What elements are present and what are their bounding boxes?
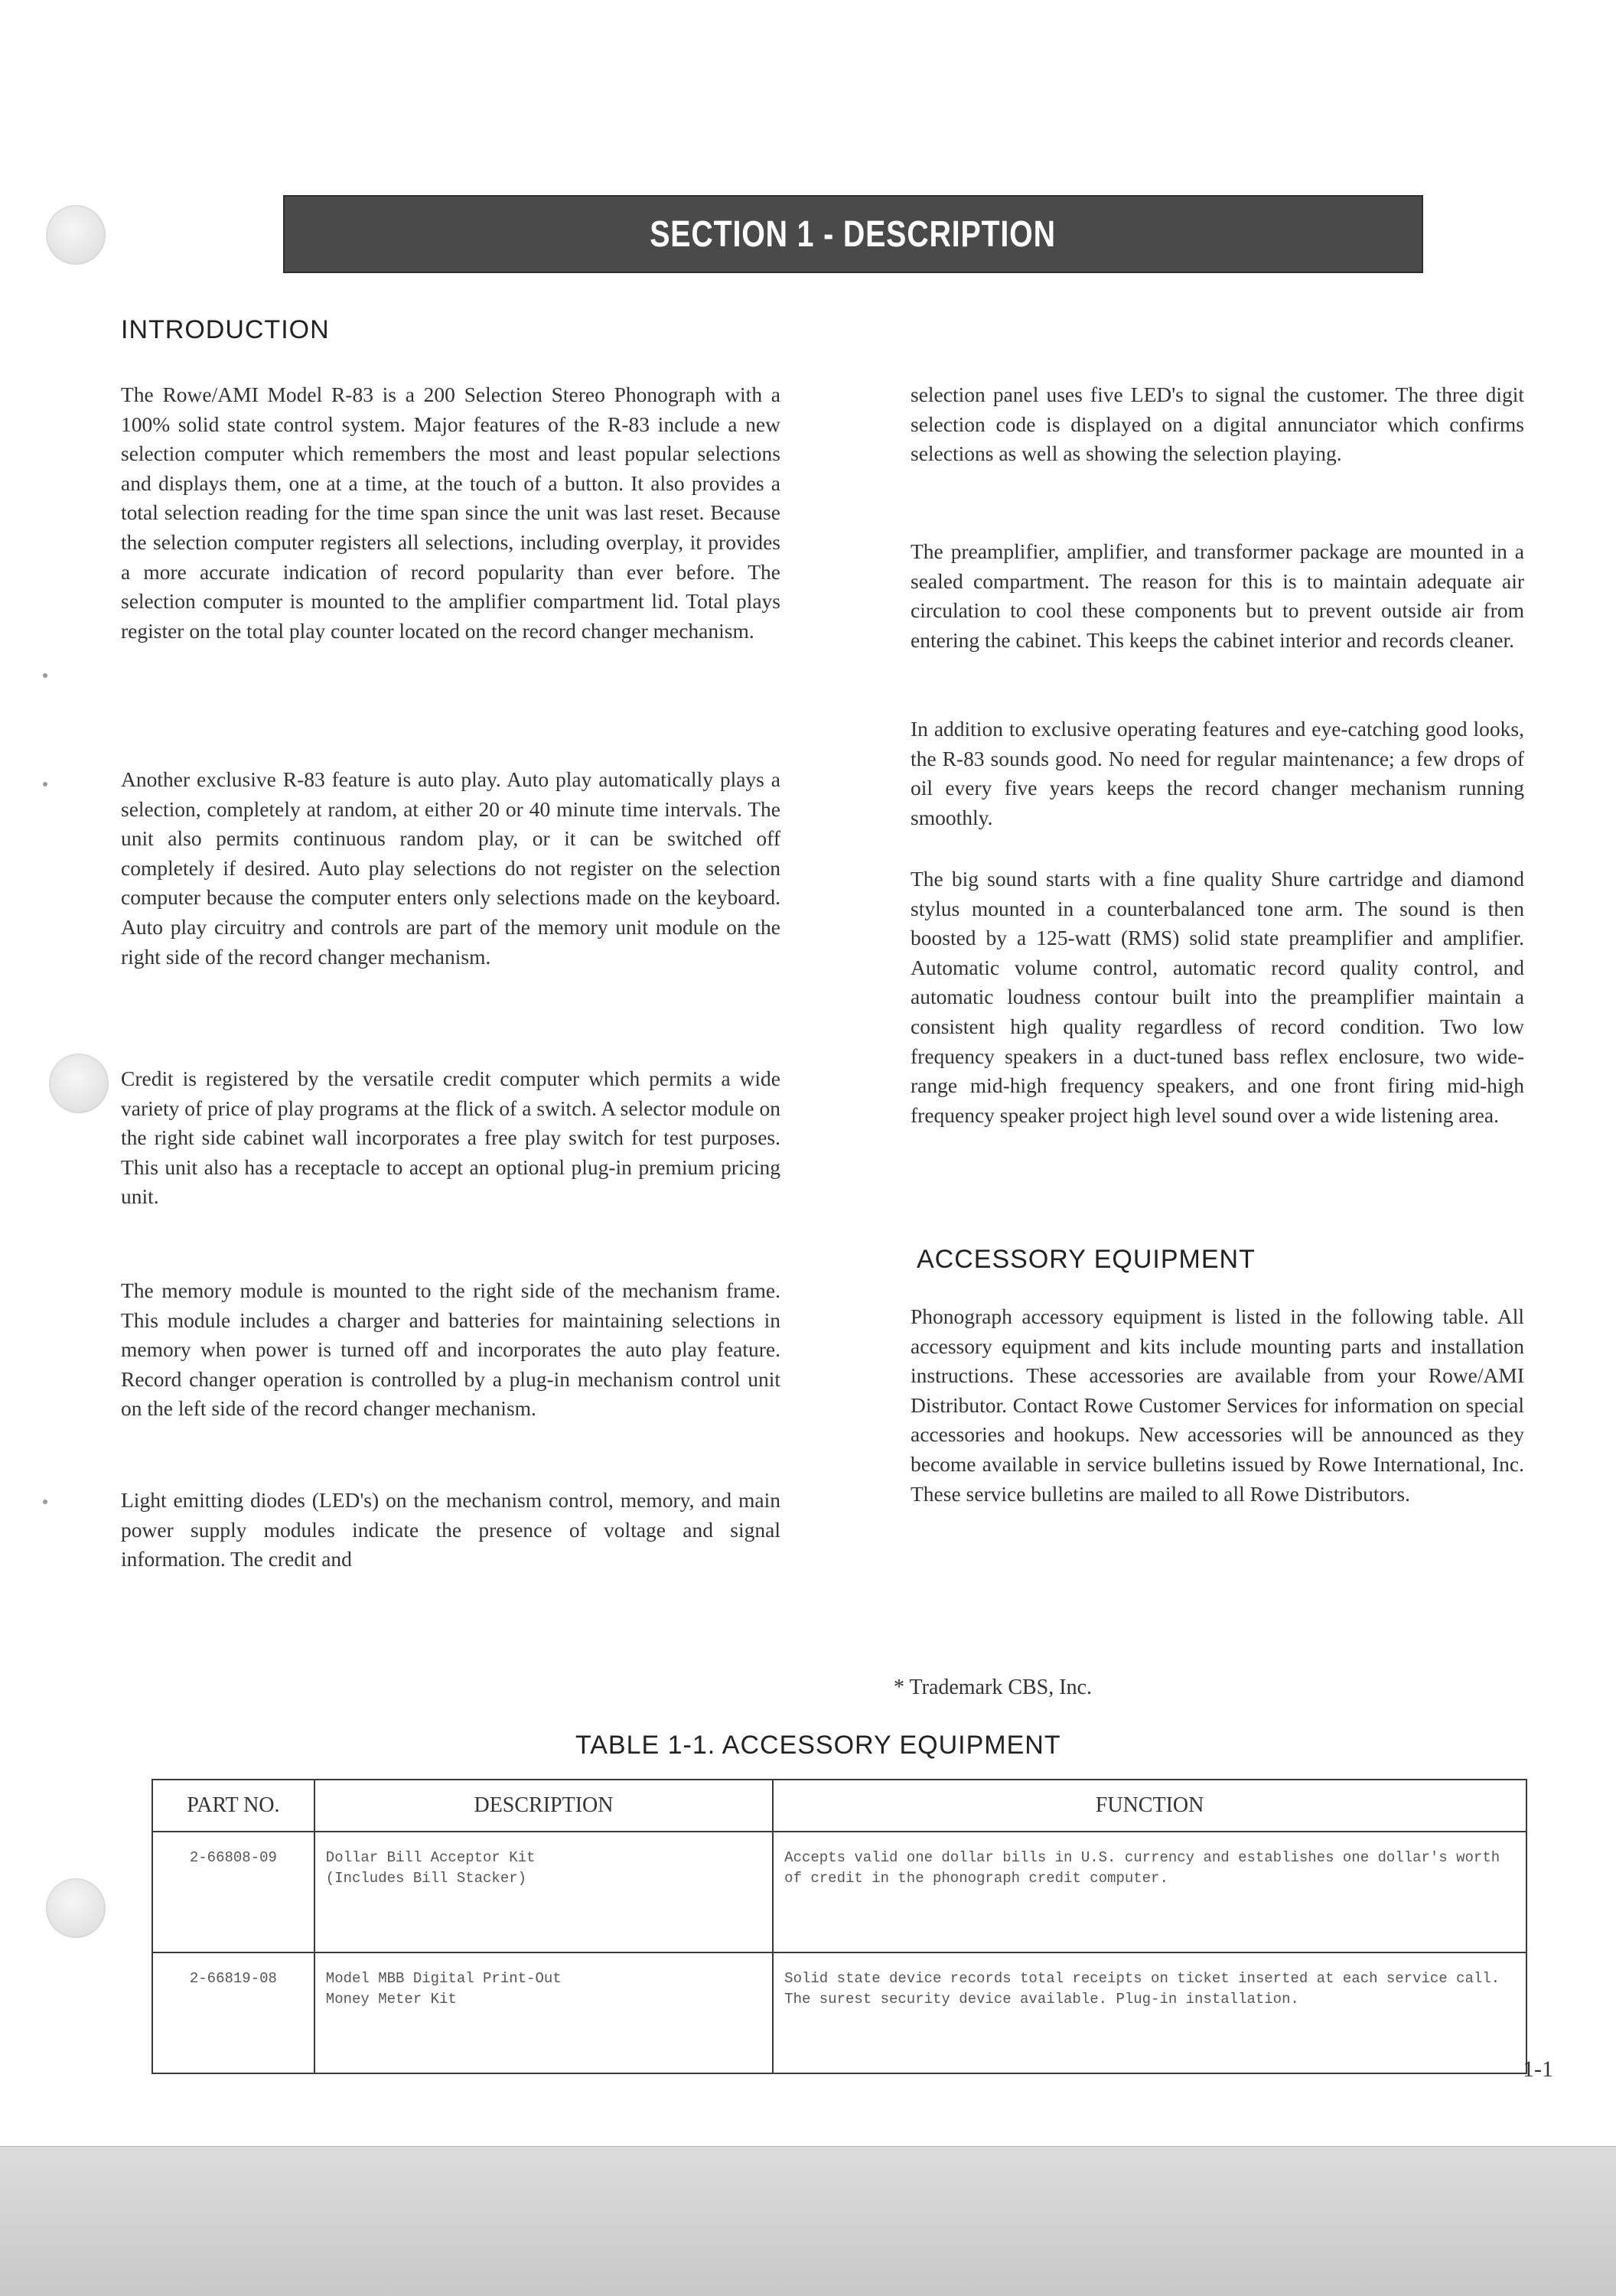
intro-paragraph-8: In addition to exclusive operating features and eye-catching good looks, the R-83 sounds good. No need for regular maintenance; a few drops of oil every five years keeps the record changer mechanism running smoothly. — [911, 717, 1524, 829]
page-number: 1-1 — [1523, 2057, 1553, 2082]
trademark-footnote: * Trademark CBS, Inc. — [894, 1676, 1092, 1699]
cell-description — [314, 1952, 773, 2073]
accessory-paragraph: Phonograph accessory equipment is listed in the following table. All accessory equipment and kits include mounting parts and installation instructions. These accessories are available from your Rowe/AMI Distributor. Contact Rowe Customer Services for information on special accessories and hookups. New accessories will be announced as they become available in service bulletins issued by Rowe International, Inc. These service bulletins are mailed to all Rowe Distributors. — [911, 1304, 1524, 1506]
punch-hole-top — [46, 205, 106, 265]
section-banner — [283, 195, 1423, 273]
punch-hole-bottom — [46, 1878, 106, 1938]
header-description: DESCRIPTION — [314, 1780, 773, 1832]
intro-paragraph-9: The big sound starts with a fine quality Shure cartridge and diamond stylus mounted in a counterbalanced tone arm. The sound is then boosted by a 125-watt (RMS) solid state preamplifier and amplifier. Automatic volume control, automatic record quality control, and automatic loudness contour built into the preamplifier maintain a consistent high quality regardless of record condition. Two low frequency speakers in a duct-tuned bass reflex enclosure, two wide-range mid-high frequency speakers, and one front firing mid-high frequency speaker project high level sound over a wide listening area. — [911, 867, 1524, 1127]
header-function: FUNCTION — [773, 1780, 1526, 1832]
description-line: Money Meter Kit — [325, 1991, 457, 2008]
intro-paragraph-5: Light emitting diodes (LED's) on the mechanism control, memory, and main power supply modules indicate the presence of voltage and signal information. The credit and — [121, 1488, 780, 1571]
table-row — [152, 1952, 1526, 2073]
table-row — [152, 1832, 1526, 1952]
accessory-table — [152, 1779, 1527, 2074]
cell-function: Accepts valid one dollar bills in U.S. currency and establishes one dollar's worth of credit in the phonograph credit computer. — [773, 1832, 1526, 1952]
intro-paragraph-2: Another exclusive R-83 feature is auto play. Auto play automatically plays a selection, completely at random, at either 20 or 40 minute time intervals. The unit also permits continuous random play, or it can be switched off completely if desired. Auto play selections do not register on the selection computer because the computer enters only selections made on the keyboard. Auto play circuitry and controls are part of the memory unit module on the right side of the record changer mechanism. — [121, 767, 780, 969]
table-header-row — [152, 1780, 1526, 1832]
intro-paragraph-6: selection panel uses five LED's to signal the customer. The three digit selection code is displayed on a digital annunciator which confirms selections as well as showing the selection playing. — [911, 383, 1524, 466]
intro-paragraph-3: Credit is registered by the versatile credit computer which permits a wide variety of price of play programs at the flick of a switch. A selector module on the right side cabinet wall incorporates a free play switch for test purposes. This unit also has a receptacle to accept an optional plug-in premium pricing unit. — [121, 1067, 780, 1209]
description-line: Model MBB Digital Print-Out — [325, 1970, 562, 1987]
cell-part-no: 2-66808-09 — [152, 1832, 314, 1952]
cell-description — [314, 1832, 773, 1952]
margin-speck — [43, 1500, 47, 1504]
punch-hole-middle — [49, 1054, 109, 1113]
intro-paragraph-1: The Rowe/AMI Model R-83 is a 200 Selection Stereo Phonograph with a 100% solid state control system. Major features of the R-83 include a new selection computer which remembers the most and least popular selections and displays them, one at a time, at the touch of a button. It also provides a total selection reading for the time span since the unit was last reset. Because the selection computer registers all selections, including overplay, it provides a more accurate indication of record popularity than ever before. The selection computer is mounted to the amplifier compartment lid. Total plays register on the total play counter located on the record changer mechanism. — [121, 383, 780, 643]
scan-bottom-edge — [0, 2146, 1616, 2296]
intro-paragraph-7: The preamplifier, amplifier, and transformer package are mounted in a sealed compartment. The reason for this is to maintain adequate air circulation to cool these components but to prevent outside air from entering the cabinet. This keeps the cabinet interior and records cleaner. — [911, 539, 1524, 652]
cell-function: Solid state device records total receipts on ticket inserted at each service call. The surest security device available. Plug-in installation. — [773, 1952, 1526, 2073]
cell-part-no: 2-66819-08 — [152, 1952, 314, 2073]
description-line: (Includes Bill Stacker) — [325, 1870, 527, 1887]
introduction-heading: INTRODUCTION — [121, 315, 330, 344]
intro-paragraph-4: The memory module is mounted to the right side of the mechanism frame. This module includes a charger and batteries for maintaining selections in memory when power is turned off and incorporates the auto play feature. Record changer operation is controlled by a plug-in mechanism control unit on the left side of the record changer mechanism. — [121, 1278, 780, 1421]
table-title: TABLE 1-1. ACCESSORY EQUIPMENT — [575, 1731, 1061, 1760]
margin-speck — [43, 673, 47, 678]
section-title: SECTION 1 - DESCRIPTION — [650, 213, 1057, 255]
margin-speck — [43, 782, 47, 787]
accessory-heading: ACCESSORY EQUIPMENT — [917, 1245, 1256, 1274]
header-part-no: PART NO. — [152, 1780, 314, 1832]
description-line: Dollar Bill Acceptor Kit — [325, 1849, 536, 1866]
